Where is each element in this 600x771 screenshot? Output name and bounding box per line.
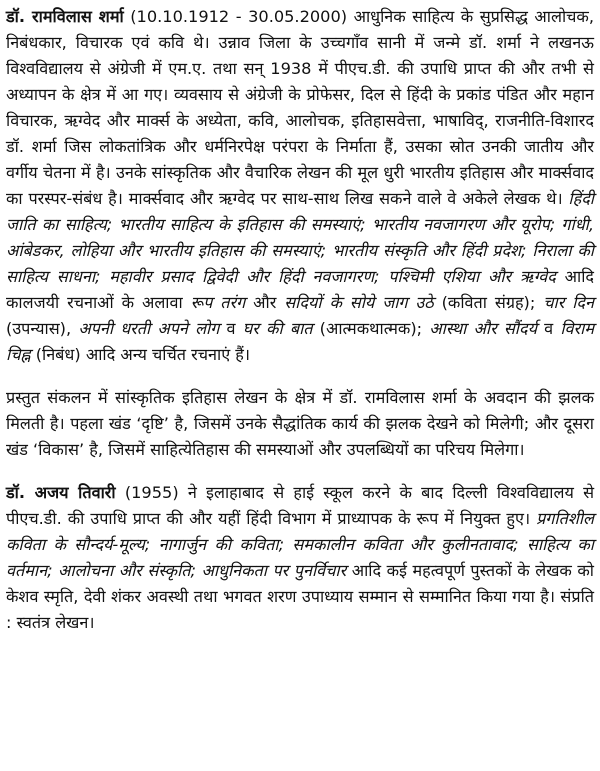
document-page <box>6 4 594 636</box>
book-title: अपनी धरती अपने लोग <box>78 319 220 338</box>
paragraph-ramvilas-sharma-bio <box>6 4 594 368</box>
book-titles: हिंदी जाति का साहित्य; भारतीय साहित्य के इतिहास की समस्याएं; भारतीय नवजागरण और यूरोप; गांधी, आंबेडकर, लोहिया और भारतीय इतिहास की समस्याएं; भारतीय संस्कृति और हिंदी प्रदेश; निराला की साहित्य साधना; महावीर प्रसाद द्विवेदी और हिंदी नवजागरण; पश्चिमी एशिया और ऋग्वेद <box>6 189 594 286</box>
bio-text: आदि कालजयी रचनाओं के अलावा <box>6 267 594 312</box>
author-name-ramvilas-sharma: डॉ. रामविलास शर्मा <box>6 7 124 26</box>
book-title: सदियों के सोये जाग उठे <box>284 293 434 312</box>
book-title: घर की बात <box>242 319 313 338</box>
bio-text: आदि कई महत्वपूर्ण पुस्तकों के लेखक को केशव स्मृति, देवी शंकर अवस्थी तथा भगवत शरण उपाध्याय सम्मान से सम्मानित किया गया है। संप्रति : स्वतंत्र लेखन। <box>6 561 594 632</box>
bio-text: (उपन्यास), <box>6 319 79 338</box>
bio-text: (1955) ने इलाहाबाद से हाई स्कूल करने के बाद दिल्ली विश्वविद्यालय से पीएच.डी. की उपाधि प्राप्त की और यहीं हिंदी विभाग में प्राध्यापक के रूप में नियुक्त हुए। <box>6 483 595 528</box>
paragraph-collection-intro <box>6 385 594 463</box>
bio-text: (10.10.1912 - 30.05.2000) आधुनिक साहित्य के सुप्रसिद्ध आलोचक, निबंधकार, विचारक एवं कवि थे। उन्नाव जिला के उच्चगाँव सानी में जन्मे डॉ. शर्मा ने लखनऊ विश्वविद्यालय से अंग्रेजी में एम.ए. तथा सन् 1938 में पीएच.डी. की उपाधि प्राप्त की और तभी से अध्यापन के क्षेत्र में आ गए। व्यवसाय से अंग्रेजी के प्रोफेसर, दिल से हिंदी के प्रकांड पंडित और महान विचारक, ऋग्वेद और मार्क्स के अध्येता, कवि, आलोचक, इतिहासवेत्ता, भाषाविद्, राजनीति-विशारद डॉ. शर्मा जिस लोकतांत्रिक और धर्मनिरपेक्ष परंपरा के निर्माता हैं, उसका स्रोत उनकी जातीय और वर्गीय चेतना में है। उनके सांस्कृतिक और वैचारिक लेखन की मूल धुरी भारतीय इतिहास और मार्क्सवाद का परस्पर-संबंध है। मार्क्सवाद और ऋग्वेद पर साथ-साथ लिख सकने वाले वे अकेले लेखक थे। <box>6 7 595 208</box>
bio-text: व <box>536 319 561 338</box>
bio-text: (निबंध) आदि अन्य चर्चित रचनाएं हैं। <box>30 345 251 364</box>
book-title: रूप तरंग <box>190 293 246 312</box>
book-title: आस्था और सौंदर्य <box>429 319 537 338</box>
book-title: विराम चिह्न <box>6 319 594 364</box>
bio-text: और <box>245 293 285 312</box>
bio-text: व <box>219 319 243 338</box>
bio-text: (कविता संग्रह); <box>433 293 544 312</box>
author-name-ajay-tiwari: डॉ. अजय तिवारी <box>6 483 116 502</box>
intro-text: प्रस्तुत संकलन में सांस्कृतिक इतिहास लेखन के क्षेत्र में डॉ. रामविलास शर्मा के अवदान की झलक मिलती है। पहला खंड ‘दृष्टि’ है, जिसमें उनके सैद्धांतिक कार्य की झलक देखने को मिलेगी; और दूसरा खंड ‘विकास’ है, जिसमें साहित्येतिहास की समस्याओं और उपलब्धियों का परिचय मिलेगा। <box>6 388 594 459</box>
book-title: चार दिन <box>543 293 595 312</box>
book-titles: प्रगतिशील कविता के सौन्दर्य-मूल्य; नागार्जुन की कविता; समकालीन कविता और कुलीनतावाद; साहित्य का वर्तमान; आलोचना और संस्कृति; आधुनिकता पर पुनर्विचार <box>6 509 594 580</box>
bio-text: (आत्मकथात्मक); <box>312 319 430 338</box>
paragraph-ajay-tiwari-bio <box>6 480 594 636</box>
